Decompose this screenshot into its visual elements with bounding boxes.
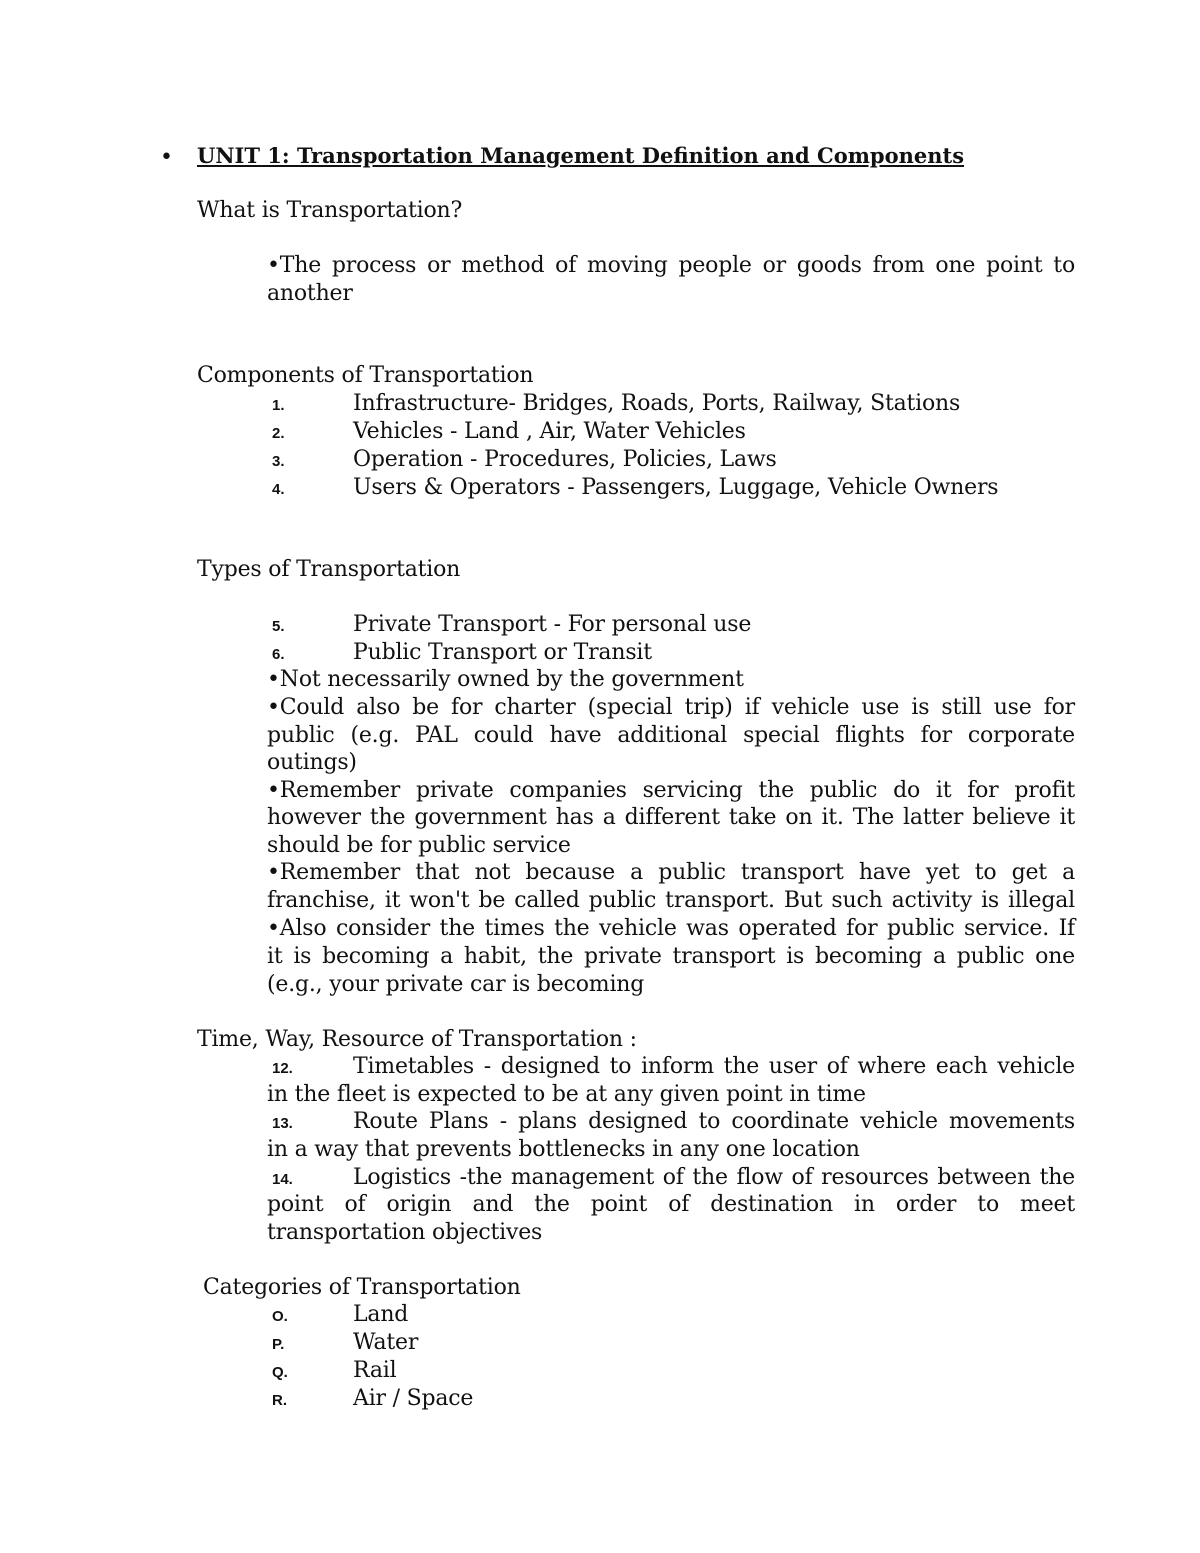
list-number: 14. — [272, 1171, 293, 1188]
list-item: Timetables - designed to inform the user of where each vehicle — [353, 1054, 1075, 1079]
list-number: 12. — [272, 1060, 293, 1077]
list-number: Q. — [272, 1364, 288, 1381]
list-item: Public Transport or Transit — [353, 640, 652, 665]
list-number: O. — [272, 1308, 288, 1325]
list-item-continued: in the fleet is expected to be at any given point in time — [267, 1082, 866, 1107]
list-number: 6. — [272, 646, 285, 663]
list-item: Land — [353, 1302, 409, 1327]
list-number: 3. — [272, 453, 285, 470]
list-item: Private Transport - For personal use — [353, 612, 752, 637]
list-number: 1. — [272, 397, 285, 414]
components-heading: Components of Transportation — [197, 363, 534, 388]
list-item: Vehicles - Land , Air, Water Vehicles — [353, 419, 746, 444]
time-way-heading: Time, Way, Resource of Transportation : — [197, 1027, 637, 1052]
types-note: franchise, it won't be called public transport. But such activity is illegal — [267, 888, 1075, 913]
list-number: 2. — [272, 425, 285, 442]
title-bullet: • — [160, 145, 173, 170]
what-is-line: another — [267, 281, 353, 306]
list-number: P. — [272, 1336, 285, 1353]
list-item: Logistics -the management of the flow of resources between the — [353, 1165, 1075, 1190]
unit-title: UNIT 1: Transportation Management Definition and Components — [197, 143, 965, 168]
types-note: should be for public service — [267, 833, 571, 858]
types-note: •Remember private companies servicing the public do it for profit — [267, 778, 1075, 803]
list-item: Water — [353, 1330, 419, 1355]
what-is-line: •The process or method of moving people or goods from one point to — [267, 253, 1075, 278]
types-heading: Types of Transportation — [197, 557, 461, 582]
list-number: R. — [272, 1392, 287, 1409]
types-note: (e.g., your private car is becoming — [267, 972, 645, 997]
what-is-heading: What is Transportation? — [197, 198, 463, 223]
list-number: 4. — [272, 481, 285, 498]
types-note: outings) — [267, 750, 357, 775]
list-item: Route Plans - plans designed to coordinate vehicle movements — [353, 1109, 1075, 1134]
list-item: Air / Space — [353, 1386, 474, 1411]
types-note: •Also consider the times the vehicle was operated for public service. If — [267, 916, 1075, 941]
types-note: however the government has a different take on it. The latter believe it — [267, 805, 1075, 830]
list-item: Users & Operators - Passengers, Luggage, Vehicle Owners — [353, 475, 999, 500]
list-item: Infrastructure- Bridges, Roads, Ports, Railway, Stations — [353, 391, 961, 416]
list-item-continued: point of origin and the point of destination in order to meet — [267, 1192, 1075, 1217]
types-note: public (e.g. PAL could have additional special flights for corporate — [267, 723, 1075, 748]
list-item-continued: in a way that prevents bottlenecks in any one location — [267, 1137, 860, 1162]
types-note: •Remember that not because a public transport have yet to get a — [267, 860, 1075, 885]
categories-heading: Categories of Transportation — [203, 1275, 521, 1300]
list-item-continued: transportation objectives — [267, 1220, 543, 1245]
types-note: •Could also be for charter (special trip) if vehicle use is still use for — [267, 695, 1075, 720]
list-number: 5. — [272, 618, 285, 635]
list-item: Operation - Procedures, Policies, Laws — [353, 447, 777, 472]
types-note: •Not necessarily owned by the government — [267, 667, 744, 692]
types-note: it is becoming a habit, the private transport is becoming a public one — [267, 944, 1075, 969]
list-number: 13. — [272, 1115, 293, 1132]
list-item: Rail — [353, 1358, 397, 1383]
